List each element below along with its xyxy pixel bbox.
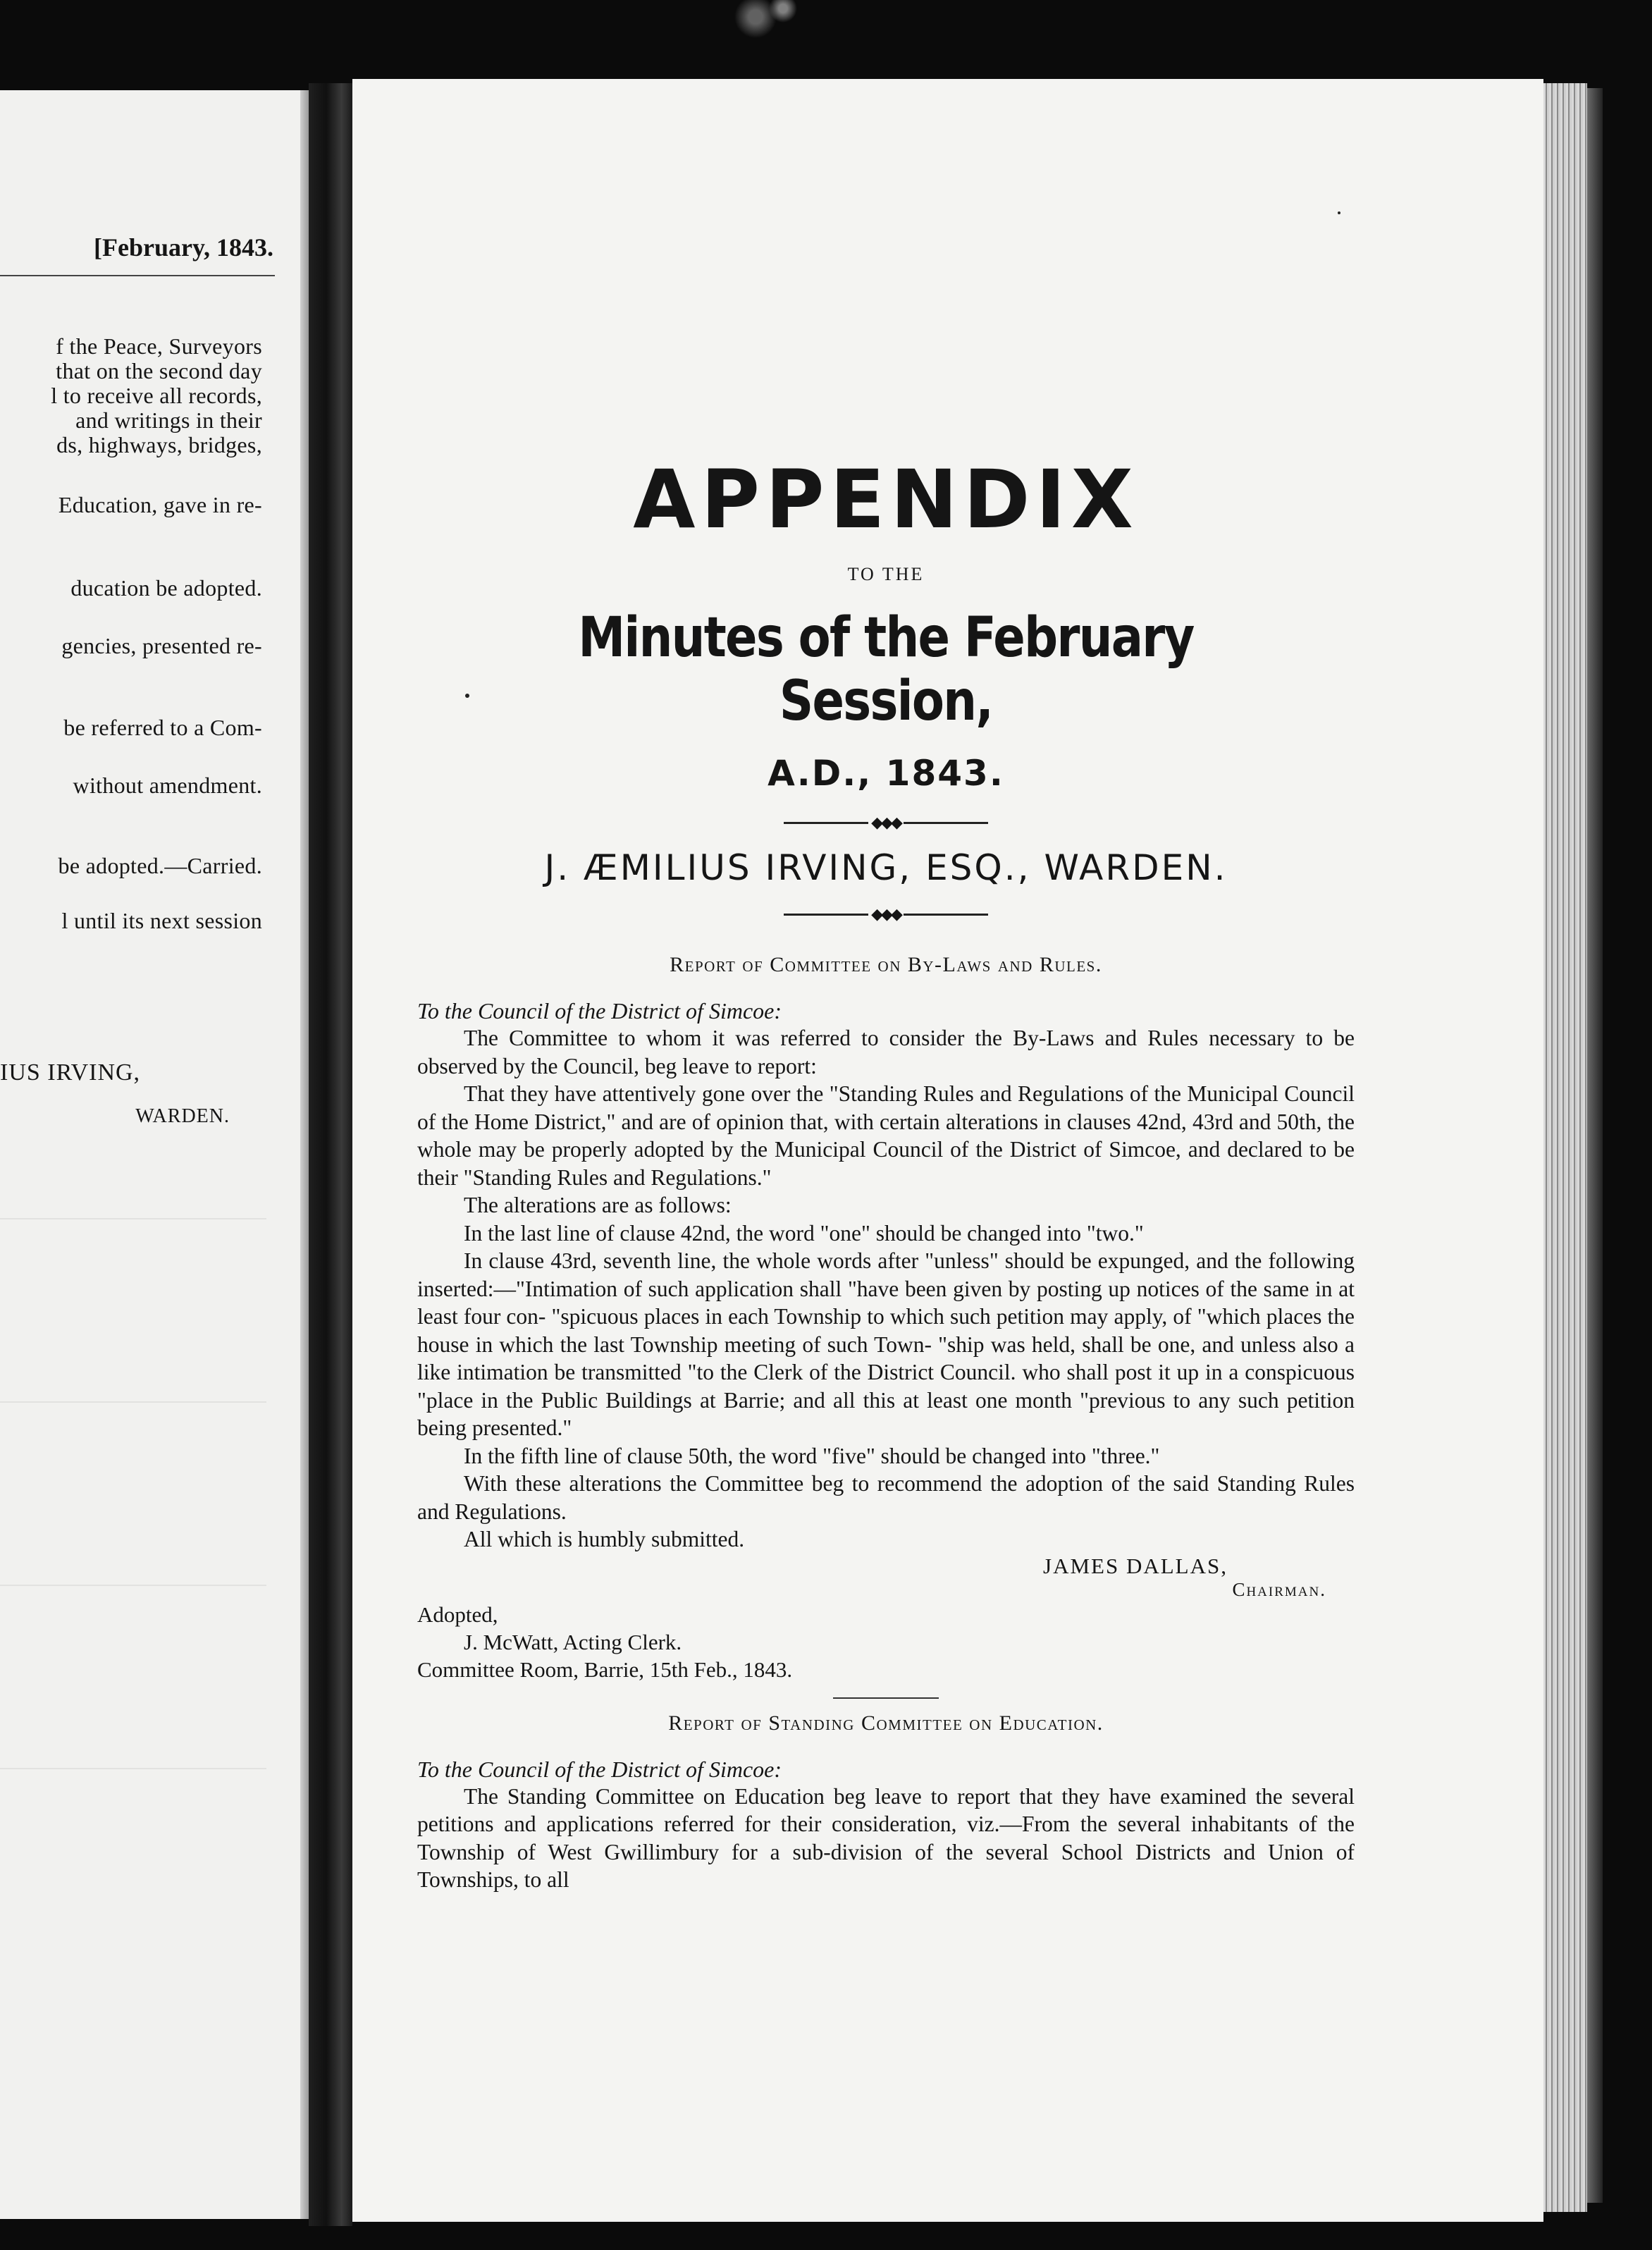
chairman-name: JAMES DALLAS,	[1043, 1553, 1228, 1578]
show-through-line	[0, 1585, 266, 1586]
left-page-line: l until its next session	[61, 908, 262, 933]
right-page	[352, 79, 1543, 2222]
report-bylaws-salutation: To the Council of the District of Simcoe:	[417, 998, 782, 1023]
warden-line: J. ÆMILIUS IRVING, ESQ., WARDEN.	[544, 847, 1228, 888]
report-bylaws-heading: Report of Committee on By-Laws and Rules.	[670, 953, 1102, 976]
report-paragraph: All which is humbly submitted.	[464, 1527, 745, 1551]
left-page-header-rule	[0, 275, 275, 276]
report-education-salutation: To the Council of the District of Simcoe:	[417, 1756, 782, 1782]
left-page-line: that on the second day	[56, 358, 262, 383]
report-bylaws-body	[417, 1024, 1355, 1554]
report-paragraph: That they have attentively gone over the "Standing Rules and Regulations of the Municipal Council of the Home District," and are of opinion that, with certain alterations in clauses 42nd, 43rd and 50th, the whole may be properly adopted by the Municipal Council of the District of Simcoe, and declared to be their "Standing Rules and Regulations."	[417, 1081, 1355, 1190]
left-page-line: without amendment.	[73, 773, 262, 798]
left-page-header: [February, 1843.	[94, 233, 273, 262]
report-paragraph: In the last line of clause 42nd, the word "one" should be changed into "two."	[464, 1220, 1144, 1246]
left-page-signature-title: WARDEN.	[135, 1105, 230, 1127]
ornament-rule: ◆◆◆	[417, 813, 1355, 832]
left-page-signature-name: IUS IRVING,	[0, 1059, 141, 1086]
left-page-line: Education, gave in re-	[58, 492, 262, 517]
book-page-edges	[1543, 83, 1587, 2212]
left-page-line: l to receive all records,	[51, 383, 262, 408]
show-through-line	[0, 1401, 266, 1403]
acting-clerk: J. McWatt, Acting Clerk.	[464, 1629, 682, 1654]
report-paragraph: The alterations are as follows:	[464, 1193, 732, 1217]
left-page-line: be adopted.—Carried.	[58, 853, 262, 878]
committee-room-date: Committee Room, Barrie, 15th Feb., 1843.	[417, 1656, 793, 1682]
left-page-line: gencies, presented re-	[61, 633, 262, 658]
report-paragraph: With these alterations the Committee beg to recommend the adoption of the said Standing Rules and Regulations.	[417, 1471, 1355, 1524]
minutes-subtitle: Minutes of the February Session,	[578, 606, 1194, 733]
show-through-line	[0, 1218, 266, 1219]
adopted-label: Adopted,	[417, 1602, 498, 1627]
report-paragraph: The Committee to whom it was referred to consider the By-Laws and Rules necessary to be observed by the Council, beg leave to report:	[417, 1026, 1355, 1078]
report-paragraph: The Standing Committee on Education beg leave to report that they have examined the several petitions and applications referred for their consideration, viz.—From the several inhabitants of the Township of West Gwillimbury for a sub-division of the several School Districts and Union of Townships, to all	[417, 1783, 1355, 1892]
appendix-title: APPENDIX	[633, 453, 1139, 546]
left-page-edge-shadow	[300, 90, 309, 2219]
left-page-line: f the Peace, Surveyors	[56, 333, 262, 359]
report-paragraph: In clause 43rd, seventh line, the whole words after "unless" should be expunged, and the following inserted:—"Intimation of such application shall "have been given by posting up notices of the same in at least four con- "spicuous places in each Township to which such petition may apply, of "which places the house in which the last Township meeting of such Town- "ship was held, shall be one, and unless also a like intimation be transmitted "to the Clerk of the District Council. who shall post it up in a conspicuous "place in the Public Buildings at Barrie; and all this at least one month "previous to any such petition being presented."	[417, 1248, 1355, 1440]
left-page-line: be referred to a Com-	[63, 715, 262, 740]
ornament-rule: ◆◆◆	[417, 905, 1355, 923]
date-line: A.D., 1843.	[768, 753, 1004, 794]
section-divider	[833, 1697, 939, 1699]
report-education-body	[417, 1783, 1355, 1894]
left-page-line: ds, highways, bridges,	[56, 432, 262, 457]
book-gutter	[309, 83, 352, 2226]
report-education-heading: Report of Standing Committee on Education.	[668, 1711, 1104, 1735]
ink-speck	[1338, 211, 1340, 214]
report-paragraph: In the fifth line of clause 50th, the word "five" should be changed into "three."	[464, 1443, 1160, 1468]
left-page-line: and writings in their	[75, 407, 262, 433]
scan-noise	[719, 0, 810, 42]
page-content	[417, 453, 1355, 1894]
left-page	[0, 90, 309, 2219]
chairman-title: Chairman.	[1232, 1578, 1326, 1600]
show-through-line	[0, 1768, 266, 1769]
adoption-block	[417, 1601, 1355, 1683]
book-cover-edge	[1587, 88, 1603, 2203]
to-the-label: TO THE	[847, 564, 925, 584]
left-page-line: ducation be adopted.	[70, 575, 262, 601]
